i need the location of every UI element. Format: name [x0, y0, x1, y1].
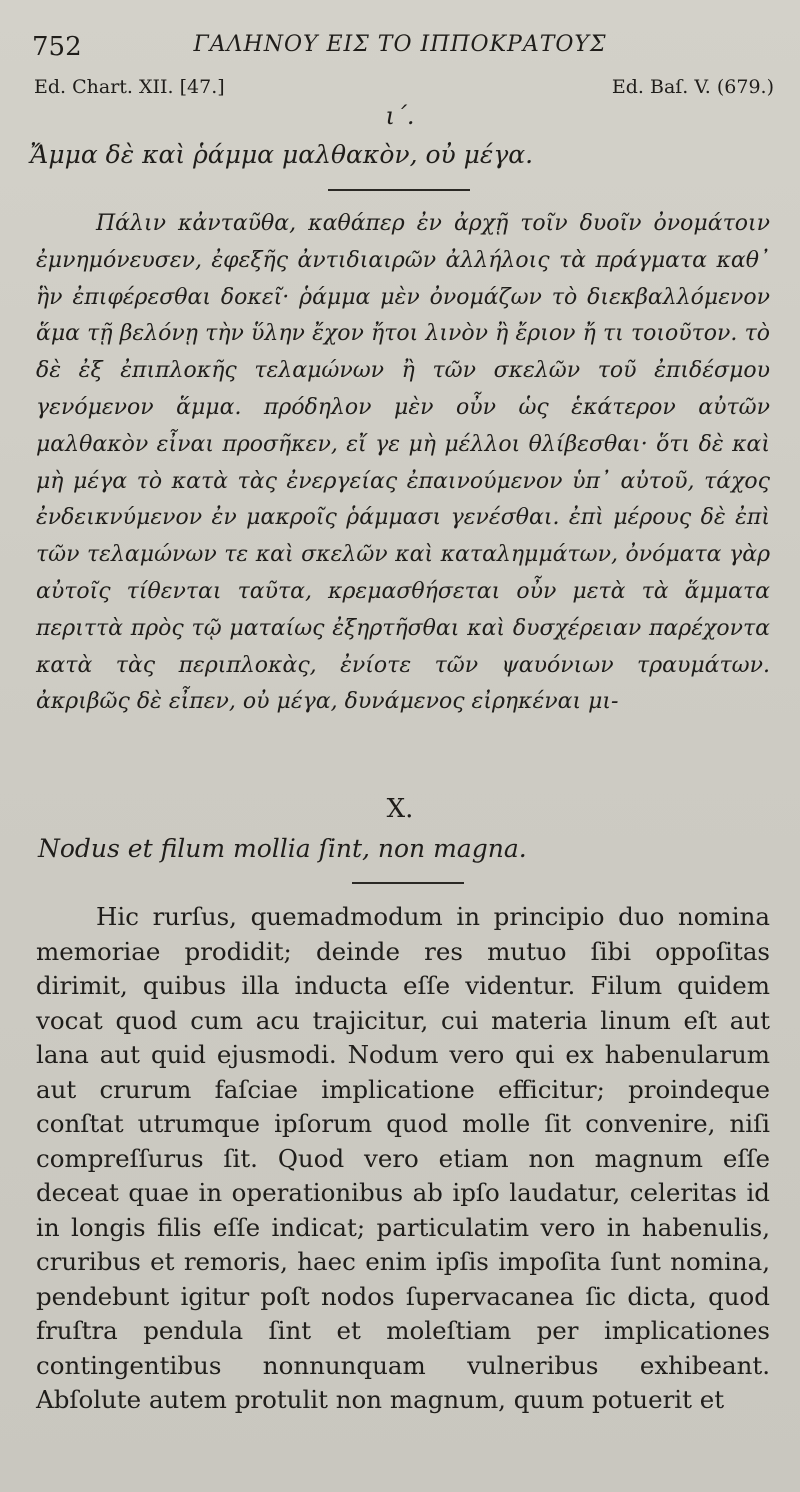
page-number: 752	[32, 32, 82, 62]
latin-section-marker: X.	[386, 794, 414, 824]
running-header	[30, 26, 770, 66]
latin-lemma: Nodus et filum mollia ſint, non magna.	[38, 834, 527, 863]
greek-lemma: Ἄμμα δὲ καὶ ῥάμμα μαλθακὸν, οὐ μέγα.	[30, 140, 534, 169]
running-title: ΓΑΛΗΝΟΥ ΕΙΣ ΤΟ ΙΠΠΟΚΡΑΤΟΥΣ	[193, 32, 607, 57]
edition-references	[34, 76, 774, 104]
divider-rule	[328, 189, 470, 191]
greek-commentary: Πάλιν κἀνταῦθα, καθάπερ ἐν ἀρχῇ τοῖν δυοῖν ὀνομάτοιν ἐμνημόνευσεν, ἐφεξῆς ἀντιδιαιρῶν ἀλλήλοις τὰ πράγματα καθ᾽ ἣν ἐπιφέρεσθαι δοκεῖ· ῥάμμα μὲν ὀνομάζων τὸ διεκβαλλόμενον ἅμα τῇ βελόνῃ τὴν ὕλην ἔχον ἤτοι λινὸν ἢ ἔριον ἤ τι τοιοῦτον. τὸ δὲ ἐξ ἐπιπλοκῆς τελαμώνων ἢ τῶν σκελῶν τοῦ ἐπιδέσμου γενόμενον ἅμμα. πρόδηλον μὲν οὖν ὡς ἑκάτερον αὐτῶν μαλθακὸν εἶναι προσῆκεν, εἴ γε μὴ μέλλοι θλίβεσθαι· ὅτι δὲ καὶ μὴ μέγα τὸ κατὰ τὰς ἐνεργείας ἐπαινούμενον ὑπ᾽ αὐτοῦ, τάχος ἐνδεικνύμενον ἐν μακροῖς ῥάμμασι γενέσθαι. ἐπὶ μέρους δὲ ἐπὶ τῶν τελαμώνων τε καὶ σκελῶν καὶ καταλημμάτων, ὀνόματα γὰρ αὐτοῖς τίθενται ταῦτα, κρεμασθήσεται οὖν μετὰ τὰ ἅμματα περιττὰ πρὸς τῷ ματαίως ἐξηρτῆσθαι καὶ δυσχέρειαν παρέχοντα κατὰ τὰς περιπλοκὰς, ἐνίοτε τῶν ψαυόνιων τραυμάτων. ἀκριβῶς δὲ εἶπεν, οὐ μέγα, δυνάμενος εἰρηκέναι μι-	[36, 211, 770, 715]
edition-left: Ed. Chart. XII. [47.]	[34, 76, 225, 98]
greek-section-marker: ι΄.	[385, 102, 415, 130]
divider-rule	[352, 882, 464, 884]
edition-right: Ed. Baſ. V. (679.)	[611, 76, 774, 98]
latin-commentary: Hic rurſus, quemadmodum in principio duo nomina memoriae prodidit; deinde res mutuo ſibi oppoſitas dirimit, quibus illa inducta eſſe videntur. Filum quidem vocat quod cum acu trajicitur, cui materia linum eſt aut lana aut quid ejusmodi. Nodum vero qui ex habenularum aut crurum faſciae implicatione efficitur; proindeque conſtat utrumque ipſorum quod molle ſit convenire, niſi compreſſurus ſit. Quod vero etiam non magnum eſſe deceat quae in operationibus ab ipſo laudatur, celeritas id in longis filis eſſe indicat; particulatim vero in habenulis, cruribus et remoris, haec enim ipſis impoſita ſunt nomina, pendebunt igitur poſt nodos ſupervacanea ſic dicta, quod fruſtra pendula ſint et moleſtiam per implicationes contingentibus nonnunquam vulneribus exhibeant. Abſolute autem protulit non magnum, quum potuerit et	[36, 902, 770, 1414]
